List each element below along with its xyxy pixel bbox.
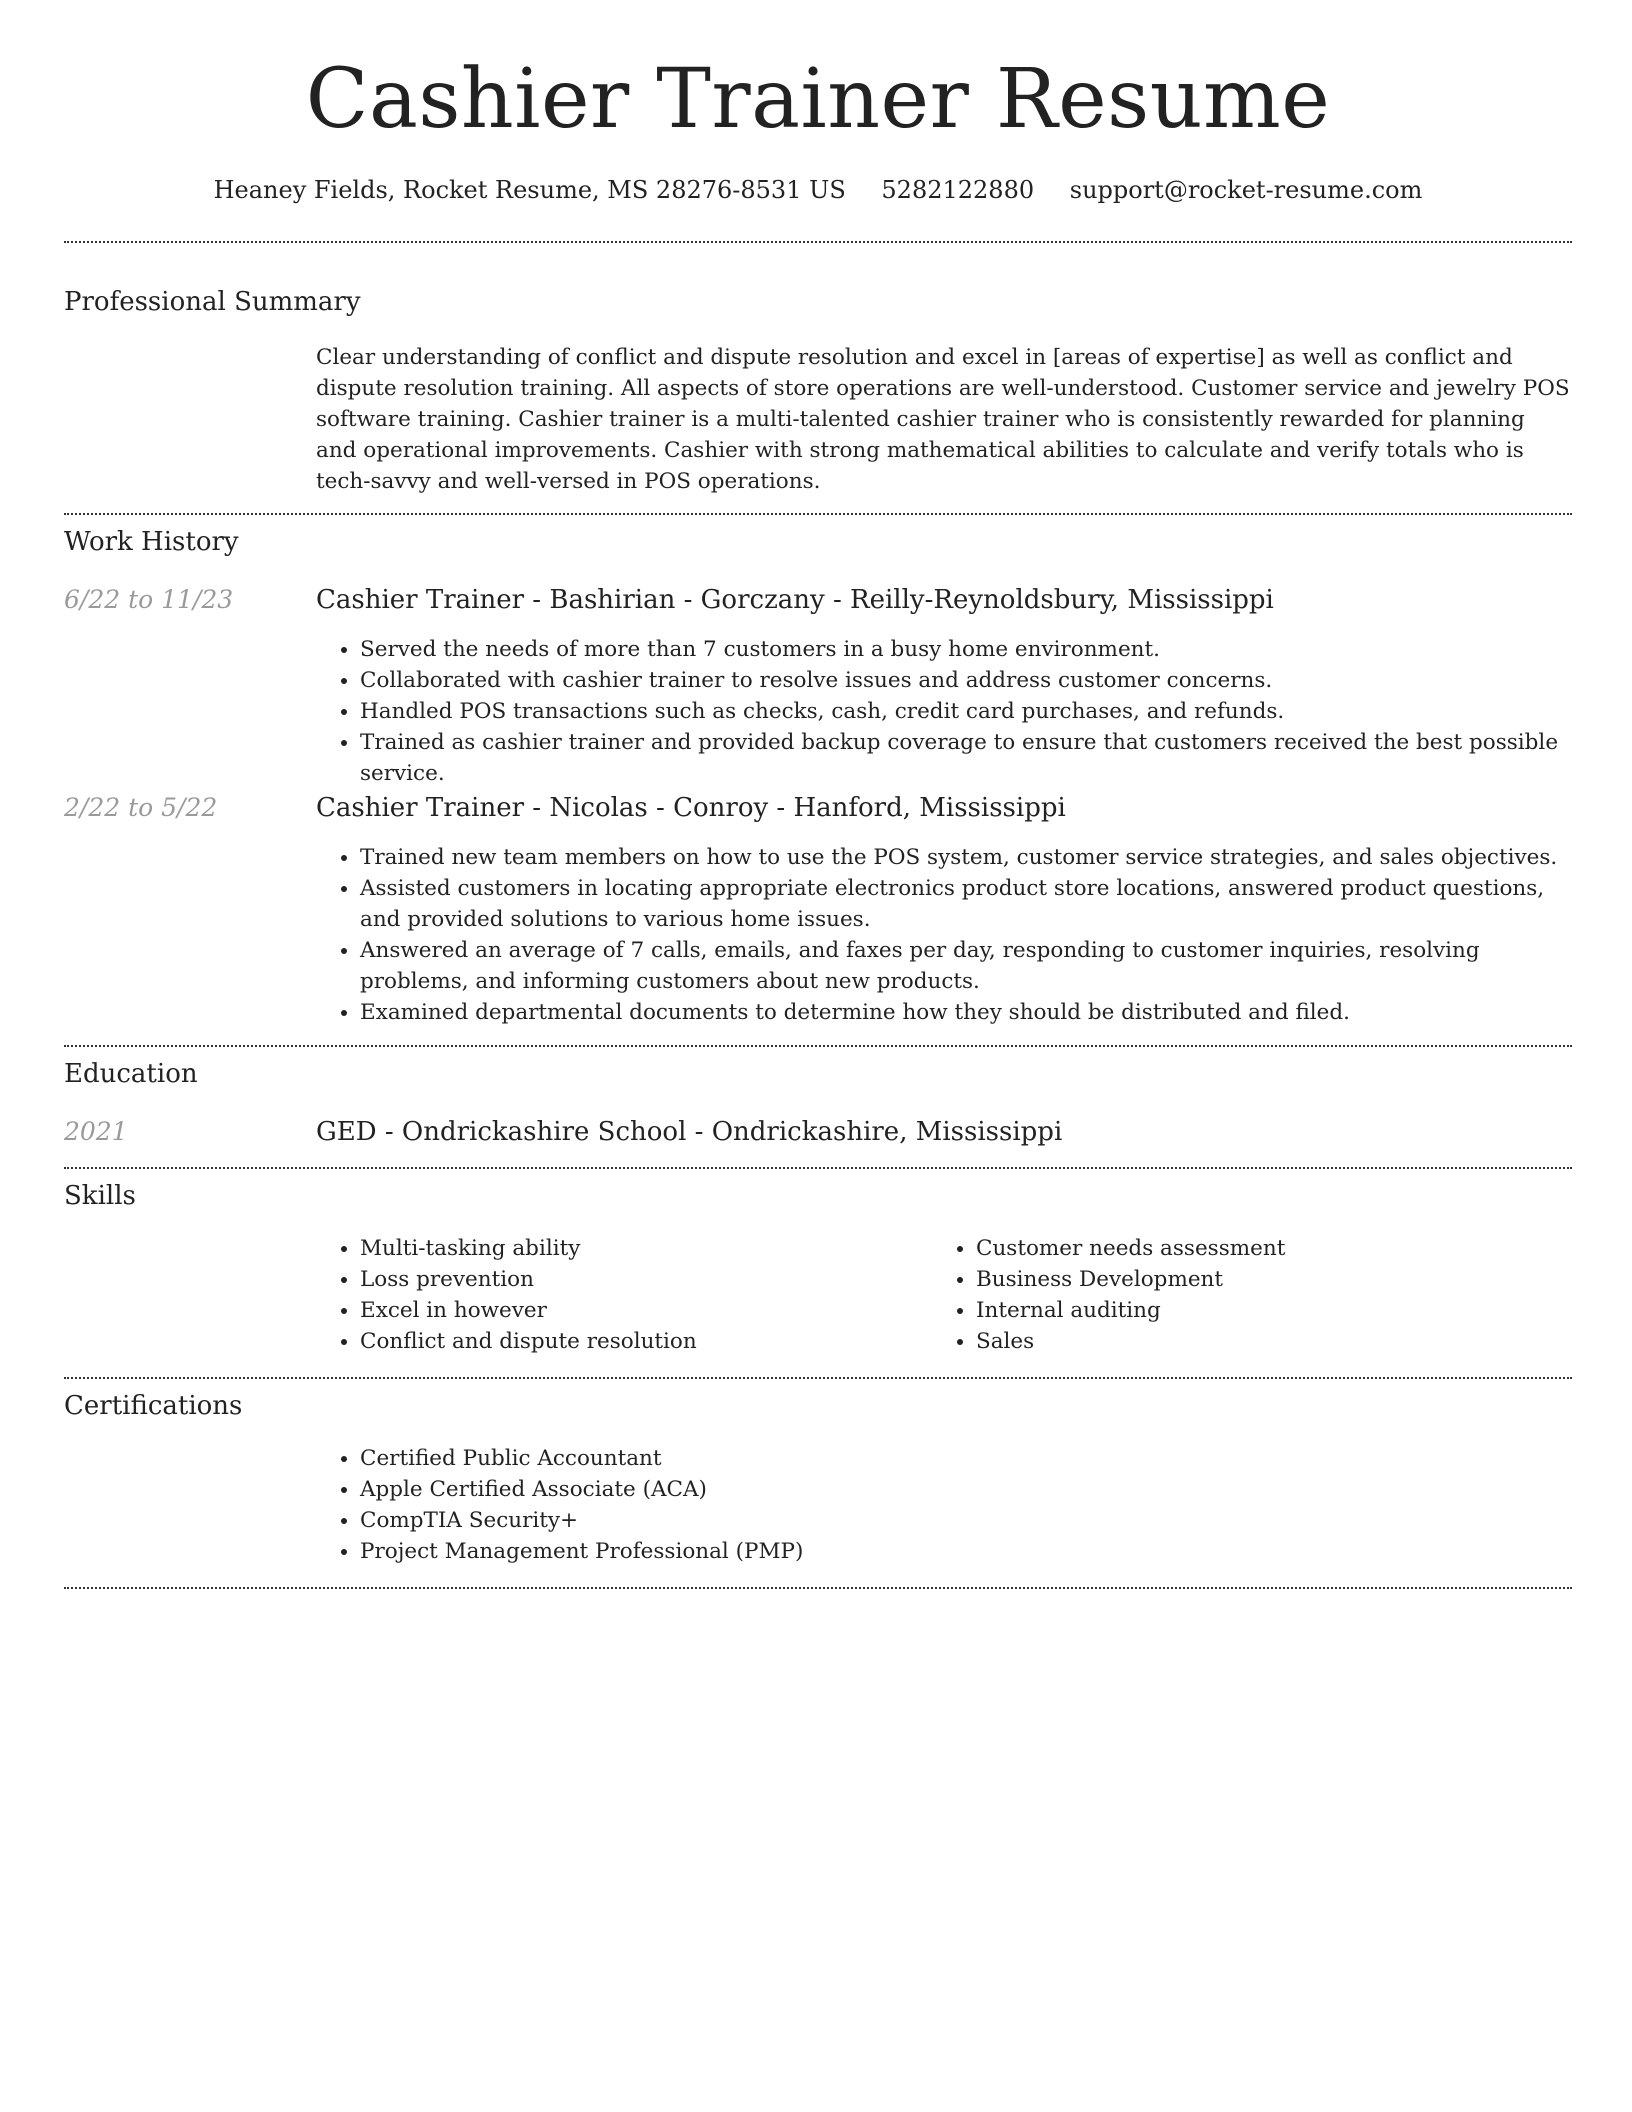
list-item: • Loss prevention	[360, 1264, 932, 1295]
work-heading: Work History	[64, 527, 239, 557]
certifications-list	[316, 1443, 1572, 1567]
list-item: • Customer needs assessment	[976, 1233, 1548, 1264]
list-item: • Certified Public Accountant	[360, 1443, 1572, 1474]
list-item: • Project Management Professional (PMP)	[360, 1536, 1572, 1567]
summary-heading: Professional Summary	[64, 287, 361, 317]
job-dates: 2/22 to 5/22	[64, 793, 218, 822]
resume-title: Cashier Trainer Resume	[305, 52, 1331, 147]
skills-list-right	[932, 1233, 1548, 1357]
list-item: • CompTIA Security+	[360, 1505, 1572, 1536]
list-item: • Answered an average of 7 calls, emails, and faxes per day, responding to customer inquiries, resolving problems, and informing customers about new products.	[360, 935, 1572, 997]
list-item: • Excel in however	[360, 1295, 932, 1326]
skills-heading: Skills	[64, 1181, 136, 1211]
divider	[64, 513, 1572, 515]
list-item: • Multi-tasking ability	[360, 1233, 932, 1264]
divider	[64, 1167, 1572, 1169]
list-item: • Collaborated with cashier trainer to resolve issues and address customer concerns.	[360, 665, 1572, 696]
job-title: Cashier Trainer - Bashirian - Gorczany - Reilly-Reynoldsbury, Mississippi	[316, 585, 1274, 615]
list-item: • Sales	[976, 1326, 1548, 1357]
list-item: • Handled POS transactions such as checks, cash, credit card purchases, and refunds.	[360, 696, 1572, 727]
contact-email: support@rocket-resume.com	[1069, 176, 1423, 204]
education-year: 2021	[64, 1117, 128, 1146]
job-title: Cashier Trainer - Nicolas - Conroy - Hanford, Mississippi	[316, 793, 1066, 823]
divider	[64, 241, 1572, 243]
divider	[64, 1045, 1572, 1047]
list-item: • Trained as cashier trainer and provided backup coverage to ensure that customers received the best possible service.	[360, 727, 1572, 789]
list-item: • Conflict and dispute resolution	[360, 1326, 932, 1357]
certifications-heading: Certifications	[64, 1391, 243, 1421]
list-item: • Internal auditing	[976, 1295, 1548, 1326]
education-entry: GED - Ondrickashire School - Ondrickashire, Mississippi	[316, 1117, 1063, 1147]
job-bullets	[316, 842, 1572, 1028]
list-item: • Business Development	[976, 1264, 1548, 1295]
list-item: • Apple Certified Associate (ACA)	[360, 1474, 1572, 1505]
list-item: • Trained new team members on how to use the POS system, customer service strategies, and sales objectives.	[360, 842, 1572, 873]
job-bullets	[316, 634, 1572, 789]
contact-address: Heaney Fields, Rocket Resume, MS 28276-8531 US	[213, 176, 846, 204]
divider	[64, 1587, 1572, 1589]
job-dates: 6/22 to 11/23	[64, 585, 234, 614]
summary-text: Clear understanding of conflict and dispute resolution and excel in [areas of expertise] as well as conflict and dispute resolution training. All aspects of store operations are well-understood. Customer service and jewelry POS software training. Cashier trainer is a multi-talented cashier trainer who is consistently rewarded for planning and operational improvements. Cashier with strong mathematical abilities to calculate and verify totals who is tech-savvy and well-versed in POS operations.	[316, 345, 1570, 494]
contact-phone: 5282122880	[881, 176, 1035, 204]
list-item: • Served the needs of more than 7 customers in a busy home environment.	[360, 634, 1572, 665]
skills-list-left	[316, 1233, 932, 1357]
contact-line	[64, 172, 1572, 208]
list-item: • Assisted customers in locating appropriate electronics product store locations, answered product questions, and provided solutions to various home issues.	[360, 873, 1572, 935]
list-item: • Examined departmental documents to determine how they should be distributed and filed.	[360, 997, 1572, 1028]
education-heading: Education	[64, 1059, 198, 1089]
divider	[64, 1377, 1572, 1379]
